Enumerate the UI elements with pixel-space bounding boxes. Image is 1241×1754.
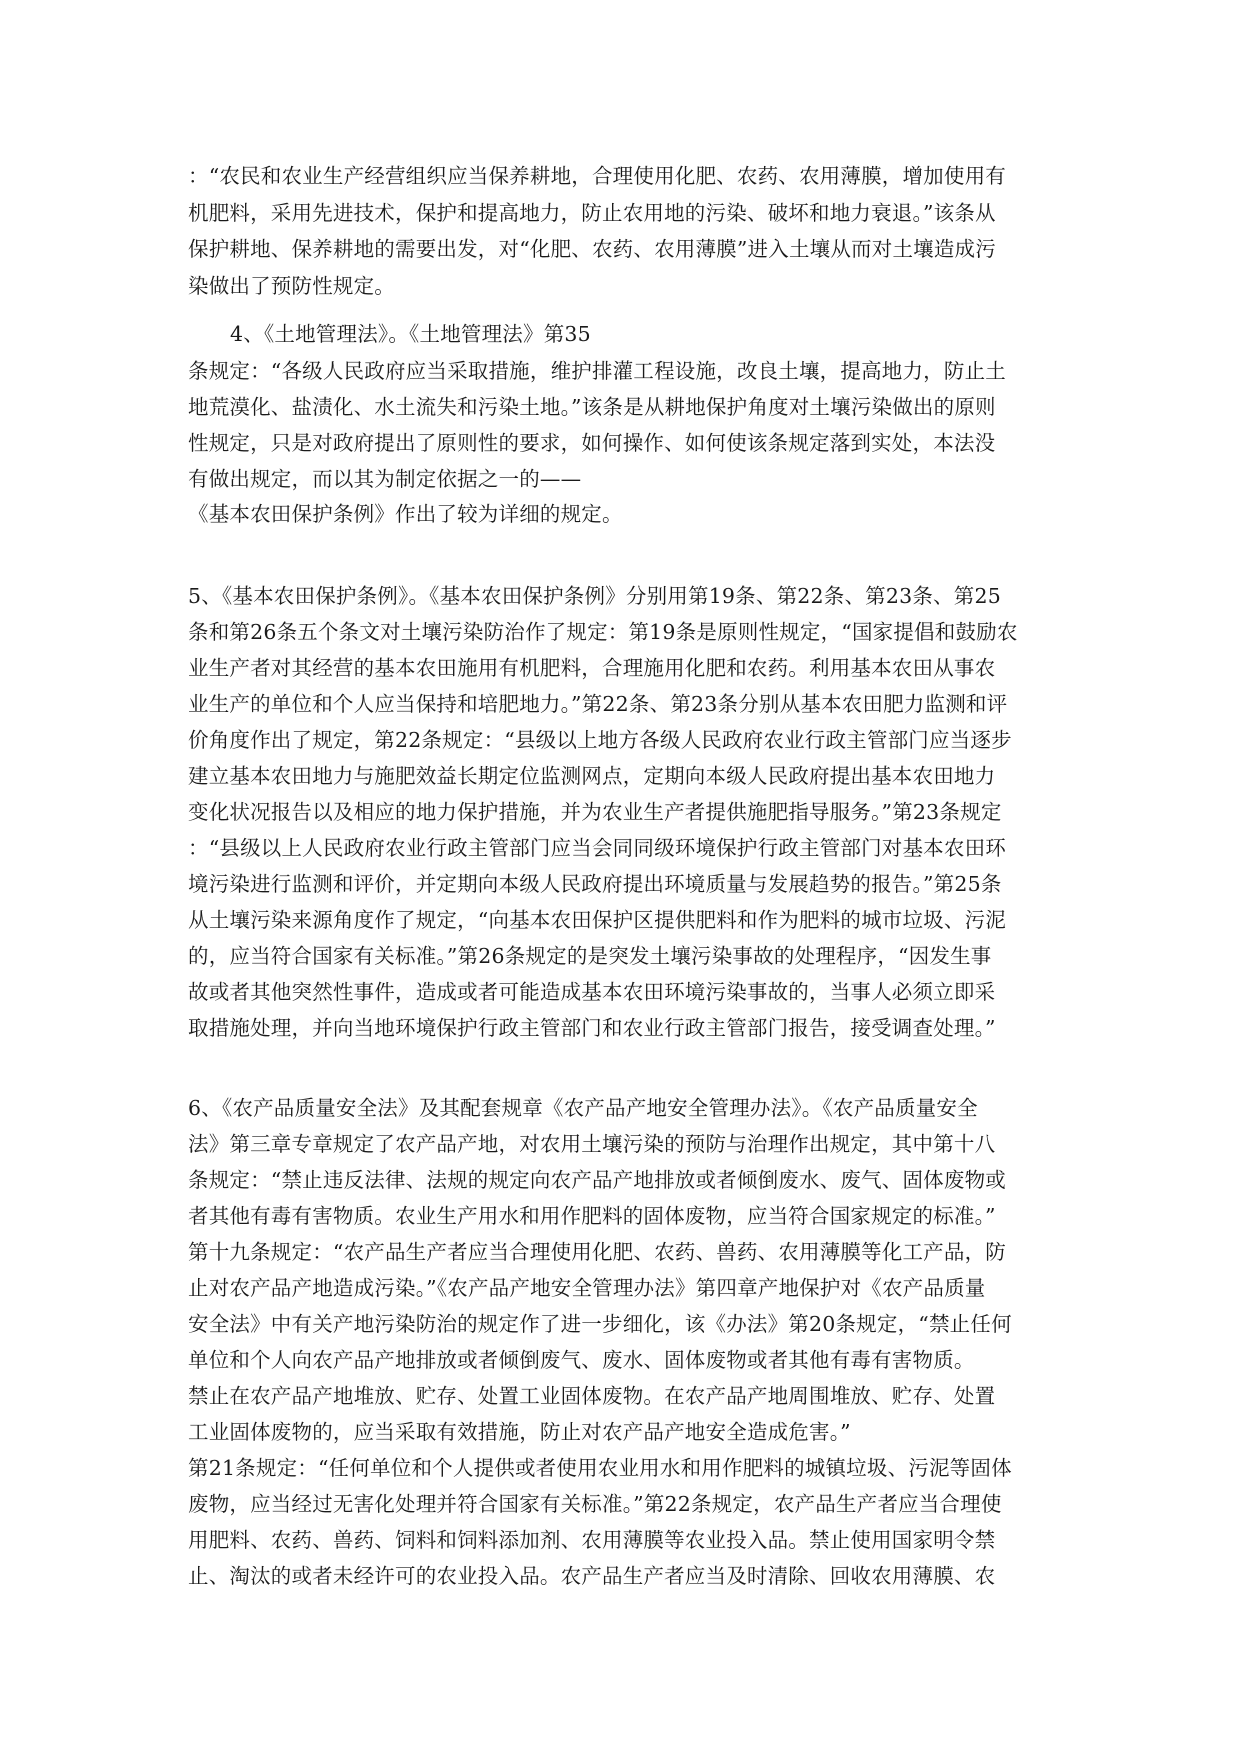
text-line: 有做出规定，而以其为制定依据之一的—— [188,467,582,491]
text-line: 禁止在农产品产地堆放、贮存、处置工业固体废物。在农产品产地周围堆放、贮存、处置 [188,1384,996,1408]
text-line: 止对农产品产地造成污染。”《农产品产地安全管理办法》第四章产地保护对《农产品质量 [188,1276,986,1300]
section-4-heading: 4、《土地管理法》。《土地管理法》第35 [230,322,591,346]
text-line: 取措施处理，并向当地环境保护行政主管部门和农业行政主管部门报告，接受调查处理。” [188,1016,996,1040]
text-line: 业生产者对其经营的基本农田施用有机肥料，合理施用化肥和农药。利用基本农田从事农 [188,656,996,680]
text-line: 机肥料，采用先进技术，保护和提高地力，防止农用地的污染、破坏和地力衰退。”该条从 [188,201,996,225]
text-line: 单位和个人向农产品产地排放或者倾倒废气、废水、固体废物或者其他有毒有害物质。 [188,1348,975,1372]
text-line: 性规定，只是对政府提出了原则性的要求，如何操作、如何使该条规定落到实处，本法没 [188,431,996,455]
text-line: 价角度作出了规定，第22条规定：“县级以上地方各级人民政府农业行政主管部门应当逐步 [188,728,1012,752]
section-6-heading: 6、《农产品质量安全法》及其配套规章《农产品产地安全管理办法》。《农产品质量安全 [188,1096,978,1120]
text-line: 止、淘汰的或者未经许可的农业投入品。农产品生产者应当及时清除、回收农用薄膜、农 [188,1564,996,1588]
text-line: 工业固体废物的，应当采取有效措施，防止对农产品产地安全造成危害。” [188,1420,851,1444]
text-line: 变化状况报告以及相应的地力保护措施，并为农业生产者提供施肥指导服务。”第23条规定 [188,800,1002,824]
text-line: 法》第三章专章规定了农产品产地，对农用土壤污染的预防与治理作出规定，其中第十八 [188,1132,996,1156]
text-line: 建立基本农田地力与施肥效益长期定位监测网点，定期向本级人民政府提出基本农田地力 [188,764,996,788]
text-line: ：“农民和农业生产经营组织应当保养耕地，合理使用化肥、农药、农用薄膜，增加使用有 [188,164,1006,188]
text-line: 条规定：“禁止违反法律、法规的规定向农产品产地排放或者倾倒废水、废气、固体废物或 [188,1168,1006,1192]
text-line: 第十九条规定：“农产品生产者应当合理使用化肥、农药、兽药、农用薄膜等化工产品，防 [188,1240,1006,1264]
text-line: 第21条规定：“任何单位和个人提供或者使用农业用水和用作肥料的城镇垃圾、污泥等固体 [188,1456,1012,1480]
text-line: 染做出了预防性规定。 [188,274,395,298]
text-line: 故或者其他突然性事件，造成或者可能造成基本农田环境污染事故的，当事人必须立即采 [188,980,996,1004]
text-line: 条规定：“各级人民政府应当采取措施，维护排灌工程设施，改良土壤，提高地力，防止土 [188,359,1006,383]
text-line: 业生产的单位和个人应当保持和培肥地力。”第22条、第23条分别从基本农田肥力监测和评 [188,692,1008,716]
text-line: 的，应当符合国家有关标准。”第26条规定的是突发土壤污染事故的处理程序，“因发生事 [188,944,992,968]
text-line: 用肥料、农药、兽药、饲料和饲料添加剂、农用薄膜等农业投入品。禁止使用国家明令禁 [188,1528,996,1552]
text-line: 境污染进行监测和评价，并定期向本级人民政府提出环境质量与发展趋势的报告。”第25条 [188,872,1002,896]
text-line: 保护耕地、保养耕地的需要出发，对“化肥、农药、农用薄膜”进入土壤从而对土壤造成污 [188,237,996,261]
text-line: 废物，应当经过无害化处理并符合国家有关标准。”第22条规定，农产品生产者应当合理使 [188,1492,1002,1516]
text-line: 者其他有毒有害物质。农业生产用水和用作肥料的固体废物，应当符合国家规定的标准。” [188,1204,996,1228]
text-line: 地荒漠化、盐渍化、水土流失和污染土地。”该条是从耕地保护角度对土壤污染做出的原则 [188,395,996,419]
text-line: 《基本农田保护条例》作出了较为详细的规定。 [188,502,623,526]
text-line: 安全法》中有关产地污染防治的规定作了进一步细化，该《办法》第20条规定，“禁止任何 [188,1312,1012,1336]
text-line: ：“县级以上人民政府农业行政主管部门应当会同同级环境保护行政主管部门对基本农田环 [188,836,1006,860]
text-line: 条和第26条五个条文对土壤污染防治作了规定：第19条是原则性规定，“国家提倡和鼓励农 [188,620,1018,644]
section-5-heading: 5、《基本农田保护条例》。《基本农田保护条例》分别用第19条、第22条、第23条、第25 [188,584,1001,608]
text-line: 从土壤污染来源角度作了规定，“向基本农田保护区提供肥料和作为肥料的城市垃圾、污泥 [188,908,1006,932]
